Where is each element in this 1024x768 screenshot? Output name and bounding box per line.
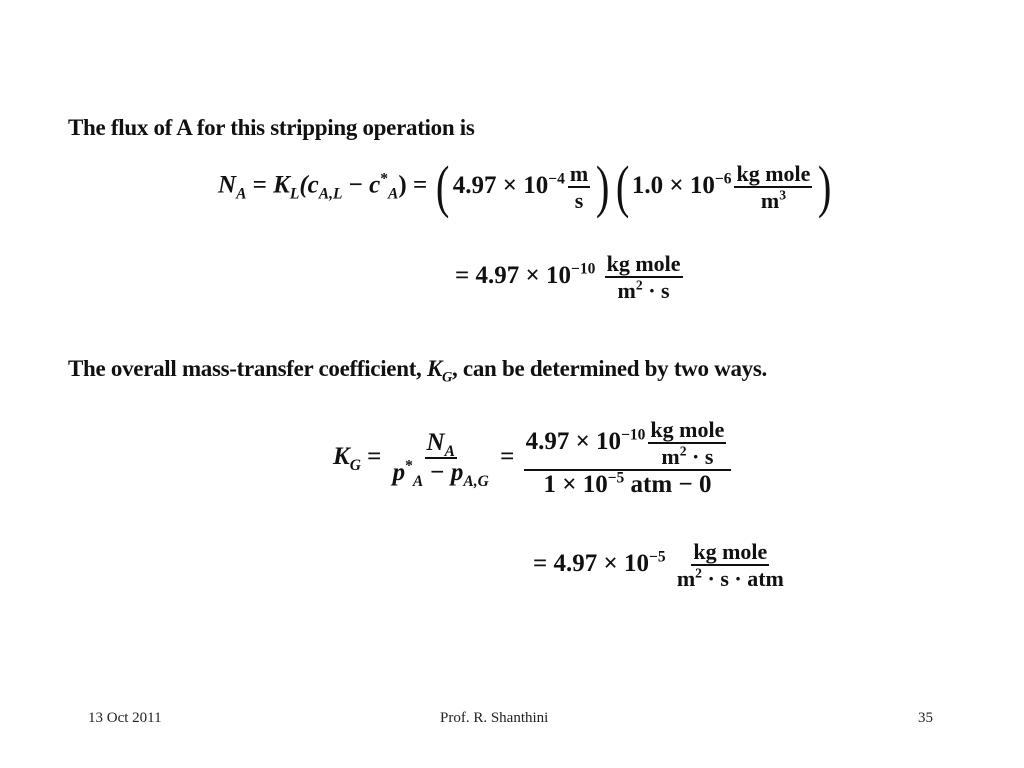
- footer-author: Prof. R. Shanthini: [440, 710, 549, 726]
- intro-text: The flux of A for this stripping operation is: [68, 115, 475, 140]
- flux-term-2: $1.0 \times 10^{-6}$: [631, 170, 732, 199]
- kg-result: = $4.97 \times 10^{-5}$ $\frac{\text{kg mole}}{m^2 \cdot s \cdot atm}$: [533, 539, 784, 592]
- flux-equation: $N_A = K_L(c_{A,L} - c^*_A)$ = ( $4.97 \times 10^{-4}$ $\frac{m}{s}$ )( $1.0 \times 10^{-6}$ $\frac{\text{kg mole}}{m^3}$ ): [218, 154, 832, 219]
- kg-equation: $K_G$ = $\frac{N_A}{p^*_A - p_{A,G}}$ = $4.97 \times 10^{-10}$ $\frac{\text{kg mole}}{m^2 \cdot s}$ $1 \times 10^{-5}$ atm − 0: [333, 418, 734, 498]
- kg-intro-text: The overall mass-transfer coefficient, $K_G$, can be determined by two ways.: [68, 356, 767, 386]
- flux-result: = $4.97 \times 10^{-10}$ $\frac{\text{kg mole}}{m^2 \cdot s}$: [455, 251, 681, 304]
- page-number: 35: [918, 710, 933, 726]
- footer-date: 13 Oct 2011: [88, 710, 162, 726]
- flux-term-1: $4.97 \times 10^{-4}$: [452, 170, 565, 199]
